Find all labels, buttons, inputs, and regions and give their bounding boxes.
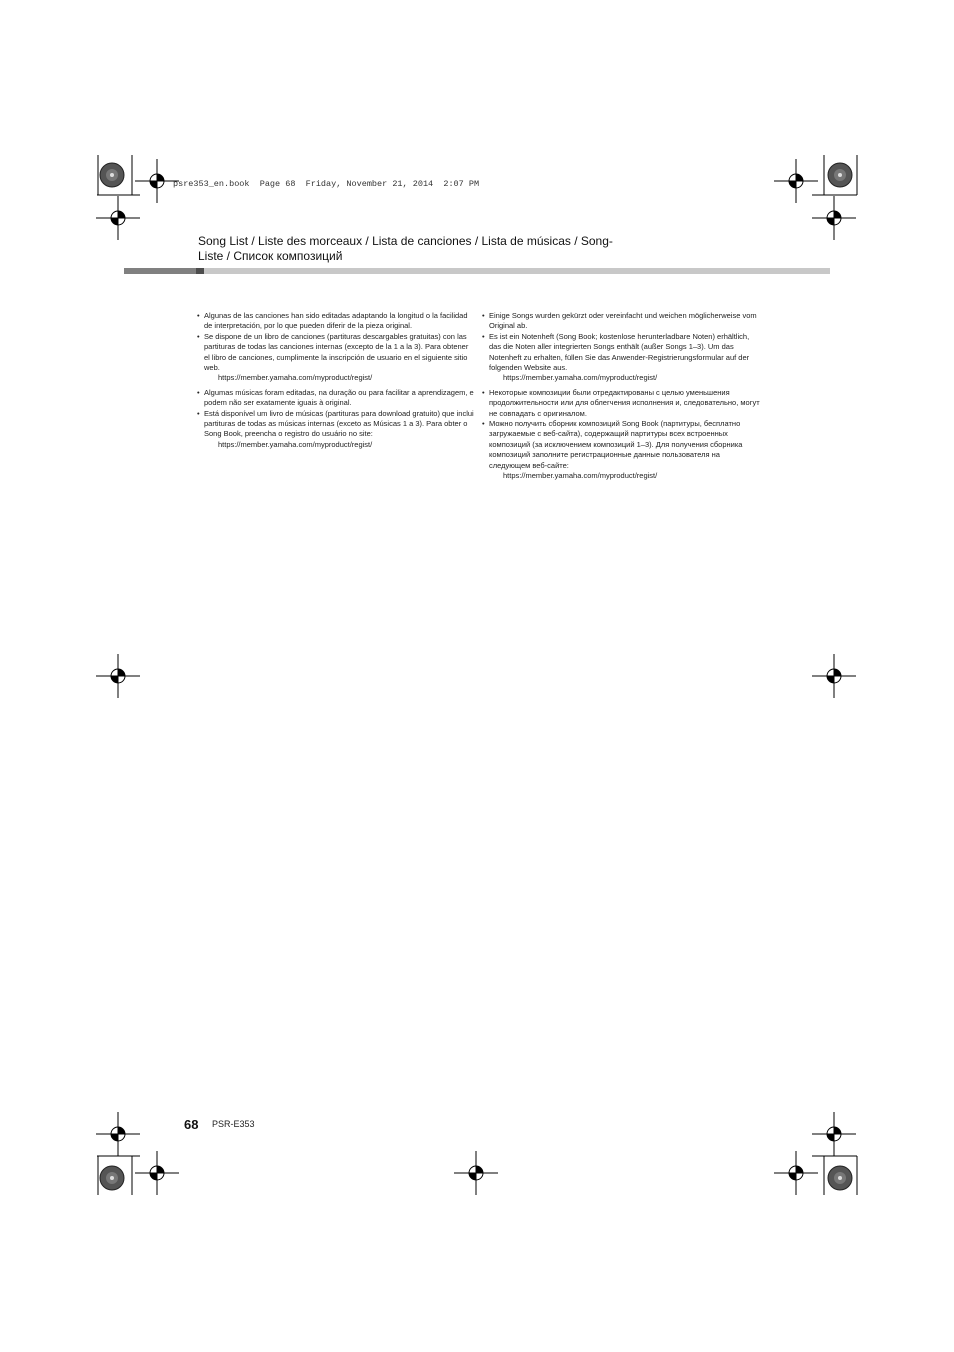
registration-cross-bottom-left [96,1112,140,1156]
registration-disc-bottom-left [100,1166,124,1190]
german-note-1: • Einige Songs wurden gekürzt oder vereinfacht und weichen möglicherweise vom Original ab. [482,311,762,332]
registration-cross-top-left [96,196,140,240]
registration-cross-mid-right [812,654,856,698]
registration-cross-bottom-right-inner [774,1151,818,1195]
german-note-2: • Es ist ein Notenheft (Song Book; kostenlose herunterladbare Noten) erhältlich, das die Noten aller integrierten Songs enthält (außer Songs 1–3). Um das Notenheft zu erhalten, füllen Sie das Anwender-Registrierungsformular auf der folgenden Website aus. [482,332,762,374]
registration-cross-bottom [135,1151,179,1195]
registration-cross-bottom-right [812,1112,856,1156]
print-header: psre353_en.book Page 68 Friday, November 21, 2014 2:07 PM [173,179,480,189]
spanish-note-2: • Se dispone de un libro de canciones (partituras descargables gratuitas) con las partituras de todas las canciones internas (excepto de la 1 a la 3). Para obtener el libro de canciones, cumplimente la inscripción de usuario en el siguiente sitio web. [197,332,475,374]
title-rule-mid [196,268,204,274]
russian-url-link[interactable]: https://member.yamaha.com/myproduct/regist/ [503,471,658,481]
spanish-note-1: • Algunas de las canciones han sido editadas adaptando la longitud o la facilidad de interpretación, por lo que pueden diferir de la pieza original. [197,311,475,332]
model-name: PSR-E353 [212,1119,255,1129]
russian-note-1: • Некоторые композиции были отредактированы с целью уменьшения продолжительности или для облегчения исполнения и, следовательно, могут не совпадать с оригиналом. [482,388,762,419]
right-column [482,311,762,482]
registration-disc-bottom-right [828,1166,852,1190]
title-rule-dark [124,268,196,274]
russian-note-2: • Можно получить сборник композиций Song Book (партитуры, бесплатно загружаемые с веб-сайта), содержащий партитуры всех встроенных композиций (за исключением композиций 1–3). Для получения сборника композиций заполните регистрационные данные пользователя на следующем веб-сайте: [482,419,762,471]
registration-cross-top-right-inner [774,159,818,203]
registration-cross-bottom-center [454,1151,498,1195]
registration-cross-top-right [812,196,856,240]
page-title: Song List / Liste des morceaux / Lista de canciones / Lista de músicas / Song-Liste / Список композиций [198,234,613,263]
spanish-url-link[interactable]: https://member.yamaha.com/myproduct/regist/ [218,373,373,383]
left-column [197,311,475,450]
portuguese-url-link[interactable]: https://member.yamaha.com/myproduct/regist/ [218,439,373,449]
registration-disc-top-left [100,163,124,187]
registration-disc-top-right [828,163,852,187]
title-rule-light [204,268,830,274]
portuguese-note-1: • Algumas músicas foram editadas, na duração ou para facilitar a aprendizagem, e podem não ser exatamente iguais à original. [197,388,475,409]
registration-cross-mid-left [96,654,140,698]
portuguese-note-2: • Está disponível um livro de músicas (partituras para download gratuito) que inclui partituras de todas as músicas internas (exceto as Músicas 1 a 3). Para obter o Song Book, preencha o registro do usuário no site: [197,409,475,440]
german-url-link[interactable]: https://member.yamaha.com/myproduct/regist/ [503,373,658,383]
page-number: 68 [184,1117,199,1132]
